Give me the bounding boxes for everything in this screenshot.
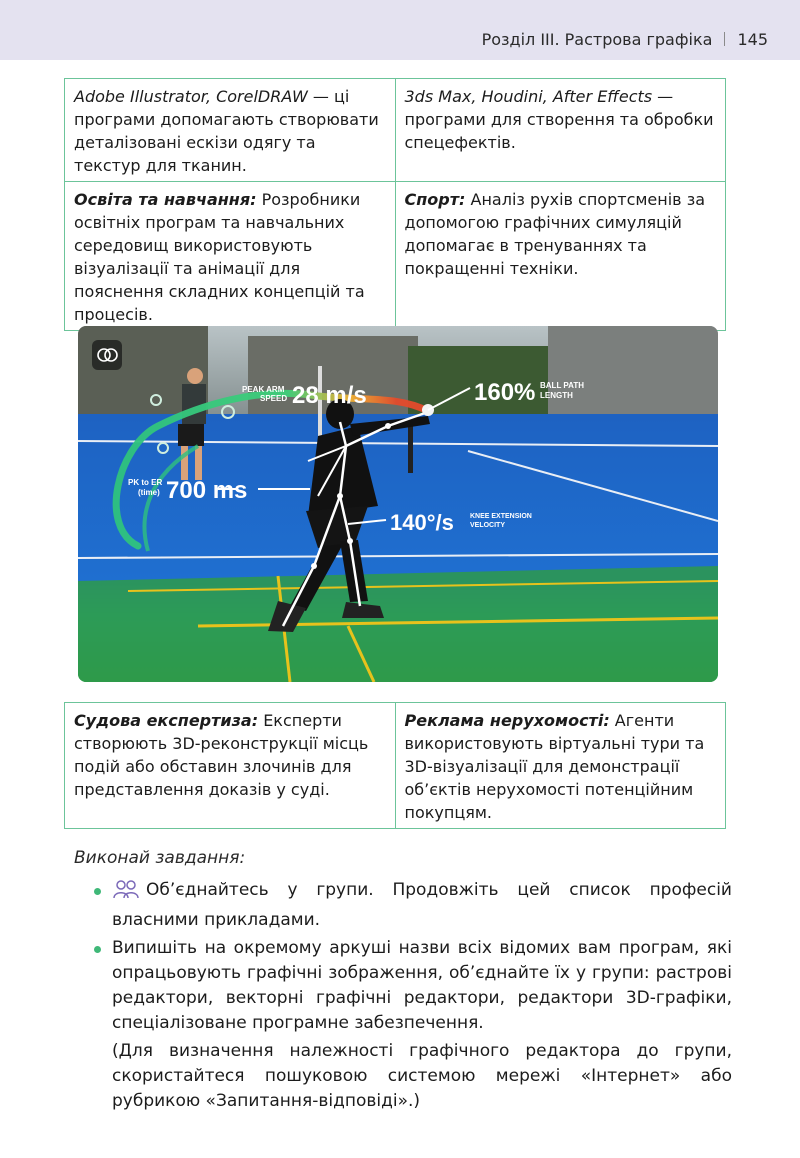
bullet-dot	[94, 946, 101, 953]
group-work-icon	[112, 878, 140, 908]
running-header	[482, 30, 768, 49]
knee-label: VELOCITY	[470, 522, 506, 529]
bullet-dot	[94, 888, 101, 895]
task-list	[92, 878, 732, 1114]
cell-text: Експерти створюють 3D-реконструкції місць подій або обставин злочинів для представлення доказів у суді.	[74, 711, 369, 799]
knee-label: KNEE EXTENSION	[470, 513, 532, 520]
building-right	[548, 326, 718, 426]
ball-path-label: LENGTH	[540, 391, 573, 400]
cell-lead: Реклама нерухомості:	[404, 711, 610, 730]
section-title: Розділ ІІІ. Растрова графіка	[481, 30, 713, 49]
pk-label: (time)	[138, 488, 160, 497]
list-item	[92, 936, 732, 1036]
sports-motion-analysis-image	[78, 326, 718, 682]
peak-arm-label: PEAK ARM	[242, 385, 285, 394]
knee-value: 140°/s	[390, 510, 454, 535]
table-row	[65, 182, 726, 331]
cell-text: Агенти використовують віртуальні тури та 3D-візуалізації для демонстрації об’єктів нерухомості потенційним покупцям.	[404, 711, 705, 822]
ball-path-value: 160%	[474, 379, 536, 406]
cell-lead: Судова експертиза:	[74, 711, 259, 730]
table-cell-forensics	[65, 703, 396, 829]
table-row	[65, 79, 726, 182]
peak-arm-value: 28 m/s	[292, 382, 367, 409]
task-text: Об’єднайтесь у групи. Продовжіть цей список професій власними прикладами.	[112, 880, 732, 930]
table-row	[65, 703, 726, 829]
task-heading: Виконай завдання:	[74, 848, 246, 868]
task-text: Випишіть на окремому аркуші назви всіх відомих вам програм, які опрацьовують графічні зображення, об’єднайте їх у групи: растрові редактори, векторні графічні редактори, редактори 3D-графіки, спеціалізоване програмне забезпечення.	[112, 938, 732, 1033]
ball-path-label: BALL PATH	[540, 381, 584, 390]
cell-text: Аналіз рухів спортсменів за допомогою графічних симуляцій допомагає в тренуваннях та покращенні техніки.	[404, 190, 706, 278]
task-note: (Для визначення належності графічного редактора до групи, скористайтеся пошуковою системою мережі «Інтернет» або рубрикою «Запитання-відповіді».)	[112, 1041, 732, 1111]
pk-label: PK to ER	[128, 478, 163, 487]
table-cell-education	[65, 182, 396, 331]
list-item	[92, 878, 732, 933]
cell-text: Розробники освітніх програм та навчальних середовищ використовують візуалізації та анімації для пояснення складних концепцій та процесів.	[74, 190, 365, 324]
header-separator	[724, 32, 725, 46]
cell-lead: Освіта та навчання:	[74, 190, 257, 209]
cell-lead: Спорт:	[404, 190, 466, 209]
table-cell-fashion	[65, 79, 396, 182]
cell-text: — ці програми допомагають створювати деталізовані ескізи одягу та текстур для тканин.	[74, 87, 379, 175]
cell-text: — програми для створення та обробки спецефектів.	[404, 87, 714, 152]
table-cell-vfx	[395, 79, 726, 182]
page-number: 145	[737, 30, 768, 49]
table-cell-real-estate	[395, 703, 726, 829]
cell-lead: Adobe Illustrator, CorelDRAW	[74, 87, 308, 106]
table-cell-sport	[395, 182, 726, 331]
professions-table-bottom	[64, 702, 726, 829]
peak-arm-label: SPEED	[260, 394, 288, 403]
brain-icon	[92, 340, 122, 370]
professions-table-top	[64, 78, 726, 331]
pk-value: 700 ms	[166, 477, 248, 504]
cell-lead: 3ds Max, Houdini, After Effects	[404, 87, 653, 106]
